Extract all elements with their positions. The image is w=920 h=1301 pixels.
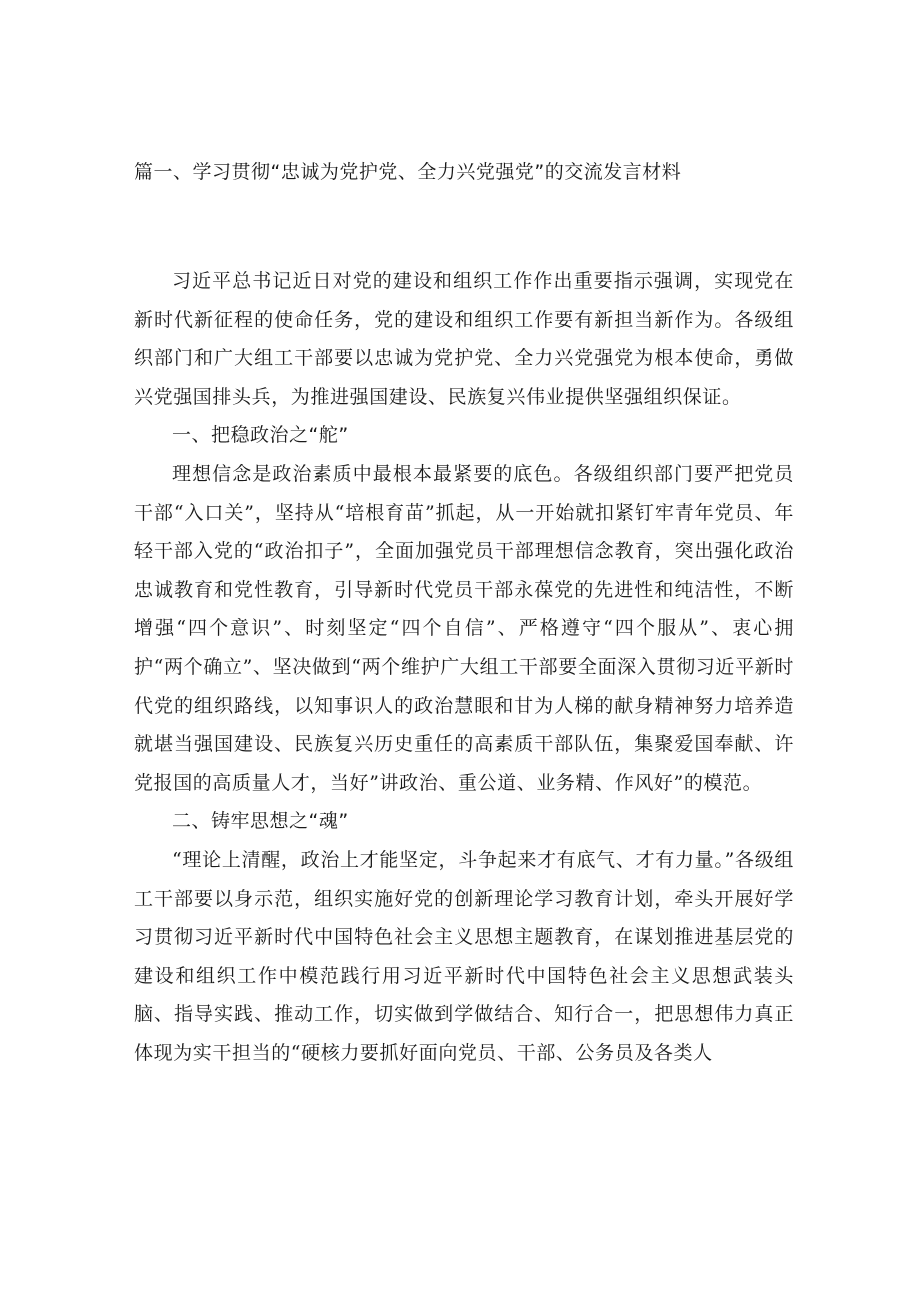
document-title: 篇一、学习贯彻“忠诚为党护党、全力兴党强党”的交流发言材料	[134, 161, 682, 183]
section-paragraph: “理论上清醒，政治上才能坚定，斗争起来才有底气、才有力量。”各级组工干部要以身示范，组织实施好党的创新理论学习教育计划，牵头开展好学习贯彻习近平新时代中国特色社会主义思想主题教育，在谋划推进基层党的建设和组织工作中模范践行用习近平新时代中国特色社会主义思想武装头脑、指导实践、推动工作，切实做到学做结合、知行合一，把思想伟力真正体现为实干担当的“硬核力要抓好面向党员、干部、公务员及各类人	[134, 848, 794, 1064]
document-body	[134, 262, 794, 1072]
section-heading: 二、铸牢思想之“魂”	[172, 810, 349, 833]
section-heading: 一、把稳政治之“舵”	[172, 424, 349, 447]
intro-paragraph: 习近平总书记近日对党的建设和组织工作作出重要指示强调，实现党在新时代新征程的使命任务，党的建设和组织工作要有新担当新作为。各级组织部门和广大组工干部要以忠诚为党护党、全力兴党强党为根本使命，勇做兴党强国排头兵，为推进强国建设、民族复兴伟业提供坚强组织保证。	[134, 270, 794, 408]
section-paragraph: 理想信念是政治素质中最根本最紧要的底色。各级组织部门要严把党员干部“入口关”，坚持从“培根育苗”抓起，从一开始就扣紧钉牢青年党员、年轻干部入党的“政治扣子”，全面加强党员干部理想信念教育，突出强化政治忠诚教育和党性教育，引导新时代党员干部永葆党的先进性和纯洁性，不断增强“四个意识”、时刻坚定“四个自信”、严格遵守“四个服从”、衷心拥护“两个确立”、坚决做到“两个维护广大组工干部要全面深入贯彻习近平新时代党的组织路线，以知事识人的政治慧眼和甘为人梯的献身精神努力培养造就堪当强国建设、民族复兴历史重任的高素质干部队伍，集聚爱国奉献、许党报国的高质量人才，当好”讲政治、重公道、业务精、作风好”的模范。	[134, 462, 794, 794]
